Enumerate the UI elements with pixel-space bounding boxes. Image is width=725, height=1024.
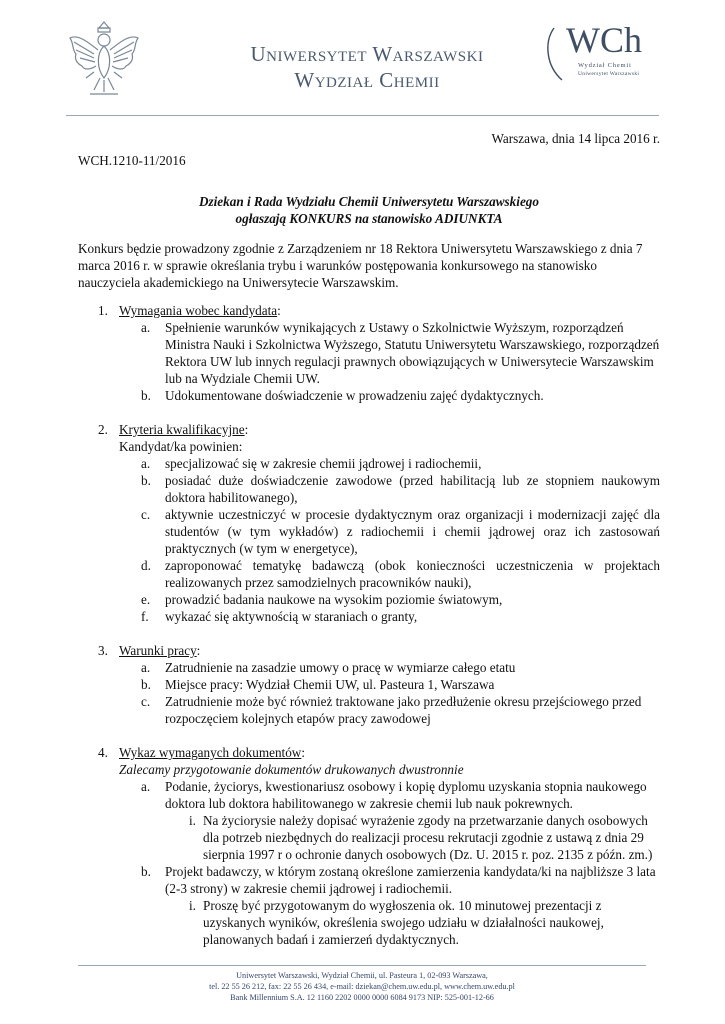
reference-number: WCH.1210-11/2016: [78, 153, 186, 168]
requirements-list: [78, 302, 660, 965]
section-number: 3.: [98, 643, 108, 658]
footer-address: Uniwersytet Warszawski, Wydział Chemii, ul. Pasteura 1, 02-093 Warszawa,: [236, 971, 488, 980]
list-item: c. Zatrudnienie może być również traktowane jako przedłużenie okresu przejściowego przed rozpoczęciem kolejnych etapów pracy zawodowej: [141, 694, 642, 726]
section-subtitle: Kandydat/ka powinien:: [119, 439, 243, 454]
list-item: d. zaproponować tematykę badawczą (obok konieczności uczestniczenia w projektach realizowanych przez samodzielnych pracowników nauki),: [141, 558, 660, 590]
announcement-heading: [78, 193, 660, 227]
list-item: e. prowadzić badania naukowe na wysokim poziomie światowym,: [141, 592, 503, 607]
footer-divider: [78, 965, 646, 966]
list-item: a. Spełnienie warunków wynikających z Ustawy o Szkolnictwie Wyższym, rozporządzeń Ministra Nauki i Szkolnictwa Wyższego, Statutu Uniwersytetu Warszawskiego, rozporządzeń Rektora UW lub innych regulacji prawnych obowiązujących w Uniwersytecie Warszawskim lub na Wydziale Chemii UW.: [141, 320, 660, 386]
wch-logo-subtitle-faculty: Wydział Chemii: [578, 62, 632, 69]
footer-contact: tel. 22 55 26 212, fax: 22 55 26 434, e-mail: dziekan@chem.uw.edu.pl, www.chem.uw.edu.pl: [209, 982, 515, 991]
university-name-line1: Uniwersytet Warszawski: [250, 42, 484, 66]
list-item: b. Miejsce pracy: Wydział Chemii UW, ul. Pasteura 1, Warszawa: [141, 677, 495, 692]
header-divider: [66, 115, 659, 116]
intro-paragraph: Konkurs będzie prowadzony zgodnie z Zarządzeniem nr 18 Rektora Uniwersytetu Warszawskiego z dnia 7 marca 2016 r. w sprawie określania trybu i warunków postępowania konkursowego na stanowisko nauczyciela akademickiego na Uniwersytecie Warszawskim.: [78, 241, 643, 290]
section-title: Warunki pracy: [119, 643, 197, 658]
eagle-emblem-icon: [64, 14, 144, 102]
wch-logo-subtitle-university: Uniwersytet Warszawski: [578, 71, 640, 77]
section-number: 4.: [98, 745, 108, 760]
section-requirements: 1. Wymagania wobec kandydata: a. Spełnienie warunków wynikających z Ustawy o Szkolnictwie Wyższym, rozporządzeń Ministra Nauki i Szkolnictwa Wyższego, Statutu Uniwersytetu Warszawskiego, rozporządzeń Rektora UW lub innych regulacji prawnych obowiązujących w Uniwersytecie Warszawskim lub na Wydziale Chemii UW. b. Udokumentowane doświadczenie w prowadzeniu zajęć dydaktycznych.: [98, 303, 660, 403]
wch-logo-text: WCh: [566, 20, 642, 60]
list-item: b. Projekt badawczy, w którym zostaną określone zamierzenia kandydata/ki na najbliższe 3 lata (2-3 strony) w zakresie chemii jądrowej i radiochemii.: [141, 864, 656, 896]
sub-list-item: i. Na życiorysie należy dopisać wyrażenie zgody na przetwarzanie danych osobowych dla potrzeb niezbędnych do realizacji procesu rekrutacji zgodnie z ustawą z dnia 29 sierpnia 1997 r o ochronie danych osobowych (Dz. U. 2015 r. poz. 2135 z późn. zm.): [189, 813, 653, 862]
sub-list-item: i. Proszę być przygotowanym do wygłoszenia ok. 10 minutowej prezentacji z uzyskanych wyników, określenia swojego udziału w działalności naukowej, planowanych badań i zamierzeń dydaktycznych.: [189, 898, 604, 947]
section-title: Wykaz wymaganych dokumentów: [119, 745, 302, 760]
section-number: 1.: [98, 303, 108, 318]
section-subtitle: Zalecamy przygotowanie dokumentów drukowanych dwustronnie: [119, 762, 464, 777]
announcement-heading-line1: Dziekan i Rada Wydziału Chemii Uniwersytetu Warszawskiego: [198, 194, 539, 209]
list-item: f. wykazać się aktywnością w staraniach o granty,: [141, 609, 418, 624]
list-item: c. aktywnie uczestniczyć w procesie dydaktycznym oraz organizacji i modernizacji zajęć dla studentów (w tym wykładów) z radiochemii i chemii jądrowej oraz ich zastosowań praktycznych (w tym w energetyce),: [141, 507, 660, 556]
list-item: a. Podanie, życiorys, kwestionariusz osobowy i kopię dyplomu uzyskania stopnia naukowego doktora lub doktora habilitowanego w zakresie chemii lub nauk pokrewnych.: [141, 779, 647, 811]
list-item: b. Udokumentowane doświadczenie w prowadzeniu zajęć dydaktycznych.: [141, 388, 544, 403]
announcement-heading-line2: ogłaszają KONKURS na stanowisko ADIUNKTA: [235, 211, 503, 226]
section-qualification-criteria: 2. Kryteria kwalifikacyjne: Kandydat/ka powinien: a. specjalizować się w zakresie chemii jądrowej i radiochemii, b. posiadać duże doświadczenie zawodowe (przed habilitacją lub ze stopniem naukowym doktora habilitowanego), c. aktywnie uczestniczyć w procesie dydaktycznym oraz organizacji i modernizacji zajęć dla studentów (w tym wykładów) z radiochemii i chemii jądrowej oraz ich zastosowań praktycznych (w tym w energetyce), d. zaproponować tematykę badawczą (obok konieczności uczestniczenia w projektach realizowanych przez samodzielnych pracowników nauki), e. prowadzić badania naukowe na wysokim poziomie światowym, f. wykazać się aktywnością w staraniach o granty,: [98, 422, 660, 624]
section-title: Kryteria kwalifikacyjne: [119, 422, 245, 437]
section-number: 2.: [98, 422, 108, 437]
section-working-conditions: 3. Warunki pracy: a. Zatrudnienie na zasadzie umowy o pracę w wymiarze całego etatu b. Miejsce pracy: Wydział Chemii UW, ul. Pasteura 1, Warszawa c. Zatrudnienie może być również traktowane jako przedłużenie okresu przejściowego przed rozpoczęciem kolejnych etapów pracy zawodowej: [78, 642, 660, 727]
letter-date: Warszawa, dnia 14 lipca 2016 r.: [491, 131, 660, 146]
section-title: Wymagania wobec kandydata: [119, 303, 278, 318]
footer-bank: Bank Millennium S.A. 12 1160 2202 0000 0000 6084 9173 NIP: 525-001-12-66: [230, 993, 494, 1002]
section-required-documents: 4. Wykaz wymaganych dokumentów: Zalecamy przygotowanie dokumentów drukowanych dwustronnie a. Podanie, życiorys, kwestionariusz osobowy i kopię dyplomu uzyskania stopnia naukowego doktora lub doktora habilitowanego w zakresie chemii lub nauk pokrewnych. i. Na życiorysie należy dopisać wyrażenie zgody na przetwarzanie danych osobowych dla potrzeb niezbędnych do realizacji procesu rekrutacji zgodnie z ustawą z dnia 29 sierpnia 1997 r o ochronie danych osobowych (Dz. U. 2015 r. poz. 2135 z późn. zm.) b. Projekt badawczy, w którym zostaną określone zamierzenia kandydata/ki na najbliższe 3 lata (2-3 strony) w zakresie chemii jądrowej i radiochemii. i. Proszę być przygotowanym do wygłoszenia ok. 10 minutowej prezentacji z uzyskanych wyników, określenia swojego udziału w działalności naukowej, planowanych badań i zamierzeń dydaktycznych.: [78, 744, 660, 948]
list-item: b. posiadać duże doświadczenie zawodowe (przed habilitacją lub ze stopniem naukowym doktora habilitowanego),: [141, 473, 660, 505]
letterhead: [0, 0, 725, 118]
university-name: [212, 41, 522, 93]
university-name-line2: Wydział Chemii: [294, 68, 440, 92]
list-item: a. specjalizować się w zakresie chemii jądrowej i radiochemii,: [141, 456, 482, 471]
footer: [78, 970, 646, 1003]
list-item: a. Zatrudnienie na zasadzie umowy o pracę w wymiarze całego etatu: [141, 660, 516, 675]
